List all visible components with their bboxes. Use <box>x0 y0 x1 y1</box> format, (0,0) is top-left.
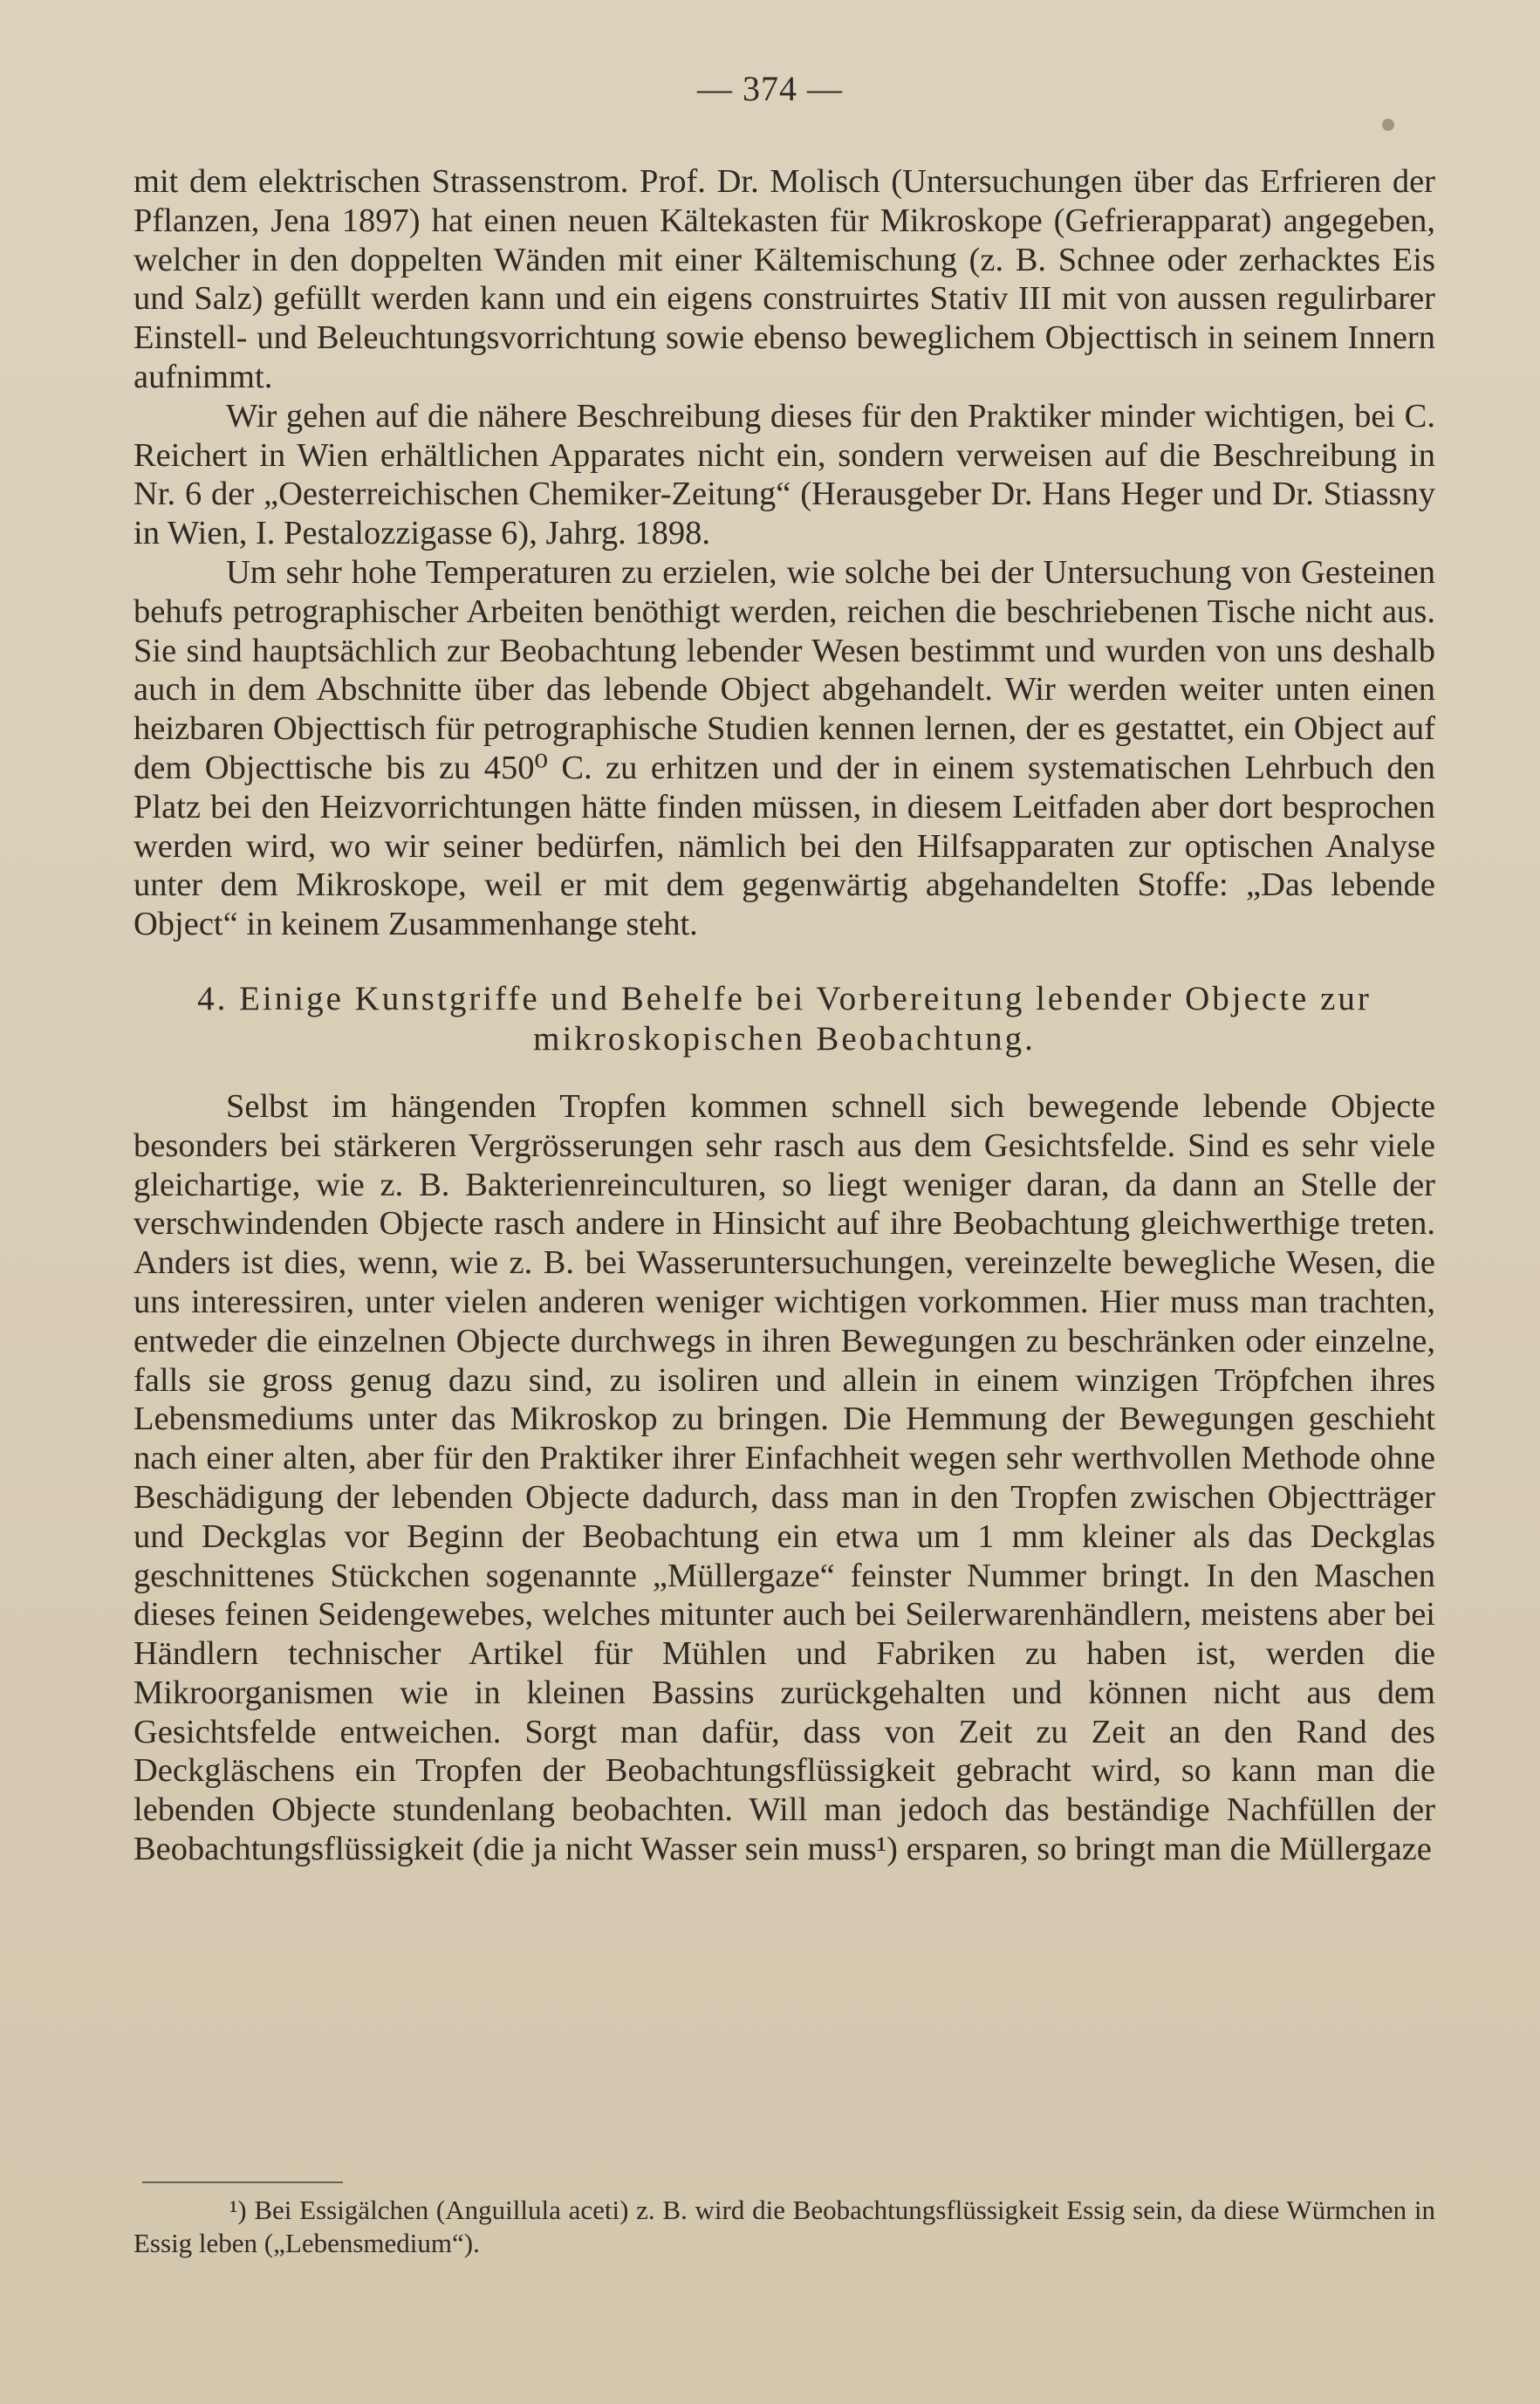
ink-spot <box>1382 119 1394 131</box>
paragraph: Um sehr hohe Temperaturen zu erzielen, wie solche bei der Untersuchung von Gesteinen behufs petrographischer Arbeiten benöthigt werden, reichen die beschriebenen Tische nicht aus. Sie sind hauptsächlich zur Beobachtung lebender Wesen bestimmt und wurden von uns deshalb auch in dem Abschnitte über das lebende Object abgehandelt. Wir werden weiter unten einen heizbaren Objecttisch für petrographische Studien kennen lernen, der es gestattet, ein Object auf dem Objecttische bis zu 450⁰ C. zu erhitzen und der in einem systematischen Lehrbuch den Platz bei den Heizvorrichtungen hätte finden müssen, in diesem Leitfaden aber dort besprochen werden wird, wo wir seiner bedürfen, nämlich bei den Hilfsapparaten zur optischen Analyse unter dem Mikroskope, weil er mit dem gegenwärtig abgehandelten Stoffe: „Das lebende Object“ in keinem Zusammenhange steht. <box>133 553 1435 943</box>
section-heading: 4. Einige Kunstgriffe und Behelfe bei Vorbereitung lebender Objecte zur mikroskopischen Beobachtung. <box>197 979 1372 1058</box>
footnote: ¹) Bei Essigälchen (Anguillula aceti) z. B. wird die Beobachtungsflüssigkeit Essig sein, da diese Würmchen in Essig leben („Lebensmedium“). <box>133 2195 1435 2258</box>
footnotes <box>133 2181 1435 2260</box>
paragraph: Selbst im hängenden Tropfen kommen schnell sich bewegende lebende Objecte besonders bei stärkeren Vergrösserungen sehr rasch aus dem Gesichtsfelde. Sind es sehr viele gleichartige, wie z. B. Bakterienreinculturen, so liegt weniger daran, da dann an Stelle der verschwindenden Objecte rasch andere in Hinsicht auf ihre Beobachtung gleichwerthige treten. Anders ist dies, wenn, wie z. B. bei Wasseruntersuchungen, vereinzelte bewegliche Wesen, die uns interessiren, unter vielen anderen weniger wichtigen vorkommen. Hier muss man trachten, entweder die einzelnen Objecte durchwegs in ihren Bewegungen zu beschränken oder einzelne, falls sie gross genug dazu sind, zu isoliren und allein in einem winzigen Tröpfchen ihres Lebensmediums unter das Mikroskop zu bringen. Die Hemmung der Bewegungen geschieht nach einer alten, aber für den Praktiker ihrer Einfachheit wegen sehr werthvollen Methode ohne Beschädigung der lebenden Objecte dadurch, dass man in den Tropfen zwischen Objectträger und Deckglas vor Beginn der Beobachtung ein etwa um 1 mm kleiner als das Deckglas geschnittenes Stückchen sogenannte „Müllergaze“ feinster Nummer bringt. In den Maschen dieses feinen Seidengewebes, welches mitunter auch bei Seilerwarenhändlern, meistens aber bei Händlern technischer Artikel für Mühlen und Fabriken zu haben ist, werden die Mikroorganismen wie in kleinen Bassins zurückgehalten und können nicht aus dem Gesichtsfelde entweichen. Sorgt man dafür, dass von Zeit zu Zeit an den Rand des Deckgläschens ein Tropfen der Beobachtungsflüssigkeit gebracht wird, so kann man die lebenden Objecte stundenlang beobachten. Will man jedoch das beständige Nachfüllen der Beobachtungsflüssigkeit (die ja nicht Wasser sein muss¹) ersparen, so bringt man die Müllergaze <box>133 1087 1435 1868</box>
footnote-rule <box>142 2181 343 2183</box>
page-number: — 374 — <box>697 69 843 108</box>
paragraph: mit dem elektrischen Strassenstrom. Prof. Dr. Molisch (Untersuchungen über das Erfrieren der Pflanzen, Jena 1897) hat einen neuen Kältekasten für Mikroskope (Gefrierapparat) angegeben, welcher in den doppelten Wänden mit einer Kältemischung (z. B. Schnee oder zerhacktes Eis und Salz) gefüllt werden kann und ein eigens construirtes Stativ III mit von aussen regulirbarer Einstell- und Beleuchtungsvorrichtung sowie ebenso beweglichem Objecttisch in seinem Innern aufnimmt. <box>133 163 1435 395</box>
main-text <box>133 162 1435 1869</box>
paragraph: Wir gehen auf die nähere Beschreibung dieses für den Praktiker minder wichtigen, bei C. Reichert in Wien erhältlichen Apparates nicht ein, sondern verweisen auf die Beschreibung in Nr. 6 der „Oesterreichischen Chemiker-Zeitung“ (Herausgeber Dr. Hans Heger und Dr. Stiassny in Wien, I. Pestalozzigasse 6), Jahrg. 1898. <box>133 397 1435 552</box>
